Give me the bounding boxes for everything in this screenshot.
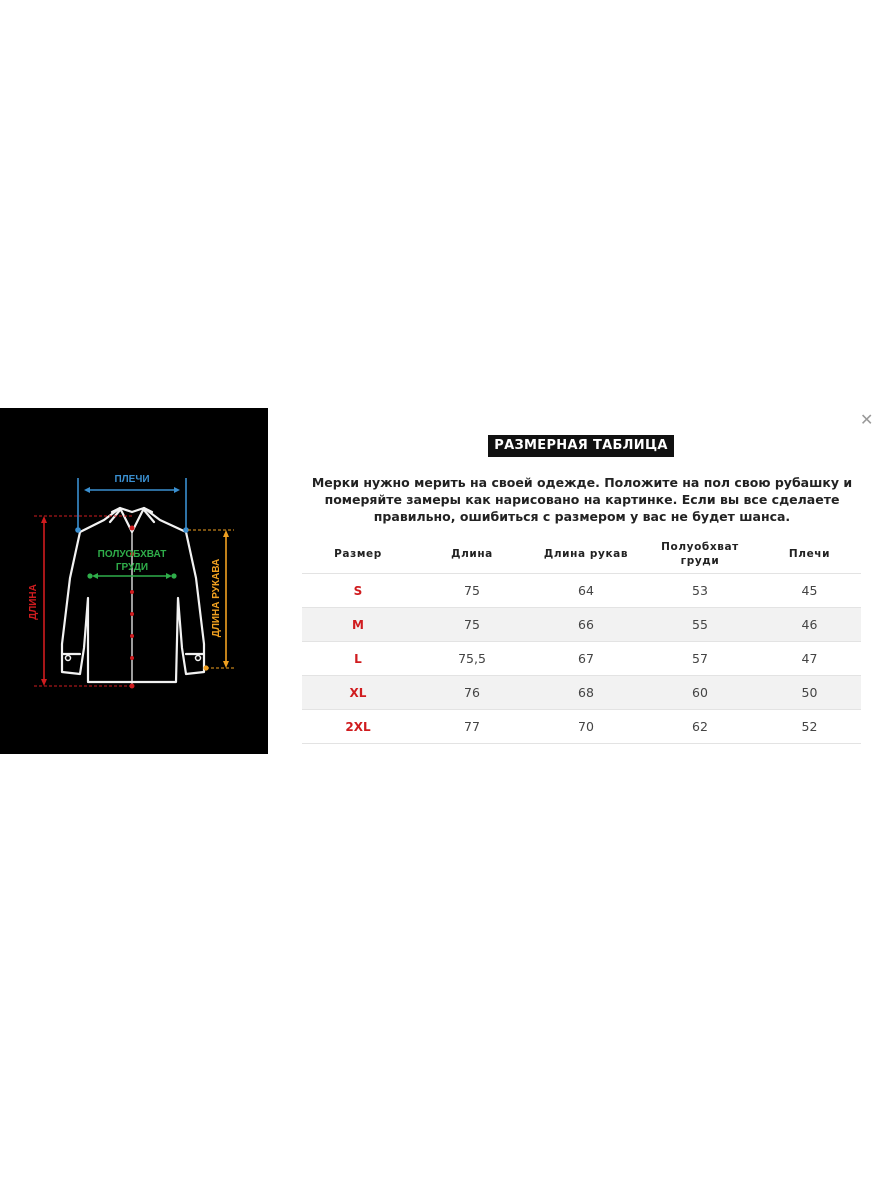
half-chest-cell: 57 <box>642 642 758 676</box>
length-cell: 77 <box>414 710 530 744</box>
column-header-half-chest <box>642 535 758 574</box>
column-header-shoulders: Плечи <box>758 535 861 574</box>
chest-label-line1: ПОЛУОБХВАТ <box>97 549 167 560</box>
length-cell: 75,5 <box>414 642 530 676</box>
table-row <box>302 574 861 608</box>
size-table-title: РАЗМЕРНАЯ ТАБЛИЦА <box>488 435 673 457</box>
sleeve-length-cell: 64 <box>530 574 642 608</box>
shoulders-cell: 52 <box>758 710 861 744</box>
size-cell: M <box>302 608 414 642</box>
column-header-half-chest-text: Полуобхват груди <box>661 541 739 567</box>
size-table <box>302 535 861 744</box>
column-header-sleeve-length: Длина рукав <box>530 535 642 574</box>
title-wrapper <box>0 434 868 456</box>
half-chest-cell: 55 <box>642 608 758 642</box>
half-chest-cell: 60 <box>642 676 758 710</box>
length-cell: 75 <box>414 608 530 642</box>
measurement-instructions: Мерки нужно мерить на своей одежде. Положите на пол свою рубашку и померяйте замеры как нарисовано на картинке. Если вы все сделаете правильно, ошибиться с размером у вас не будет шанса. <box>311 475 853 524</box>
sleeve-length-cell: 70 <box>530 710 642 744</box>
table-header-row <box>302 535 861 574</box>
close-icon[interactable]: ✕ <box>860 410 873 429</box>
shoulders-cell: 46 <box>758 608 861 642</box>
length-cell: 76 <box>414 676 530 710</box>
shirt-measurement-diagram <box>0 408 268 754</box>
half-chest-cell: 62 <box>642 710 758 744</box>
sleeve-label: ДЛИНА РУКАВА <box>211 558 222 638</box>
length-cell: 75 <box>414 574 530 608</box>
column-header-length: Длина <box>414 535 530 574</box>
length-label: ДЛИНА <box>28 584 39 620</box>
size-cell: XL <box>302 676 414 710</box>
sleeve-length-cell: 67 <box>530 642 642 676</box>
size-cell: 2XL <box>302 710 414 744</box>
table-row <box>302 642 861 676</box>
chest-label-line2: ГРУДИ <box>115 562 149 573</box>
sleeve-length-cell: 66 <box>530 608 642 642</box>
table-row <box>302 676 861 710</box>
shoulders-cell: 45 <box>758 574 861 608</box>
column-header-size: Размер <box>302 535 414 574</box>
table-row <box>302 608 861 642</box>
size-cell: S <box>302 574 414 608</box>
shoulders-cell: 50 <box>758 676 861 710</box>
sleeve-length-cell: 68 <box>530 676 642 710</box>
shoulders-cell: 47 <box>758 642 861 676</box>
shirt-body-outline <box>62 508 204 682</box>
shoulders-label: ПЛЕЧИ <box>114 474 150 485</box>
size-cell: L <box>302 642 414 676</box>
half-chest-cell: 53 <box>642 574 758 608</box>
table-row <box>302 710 861 744</box>
